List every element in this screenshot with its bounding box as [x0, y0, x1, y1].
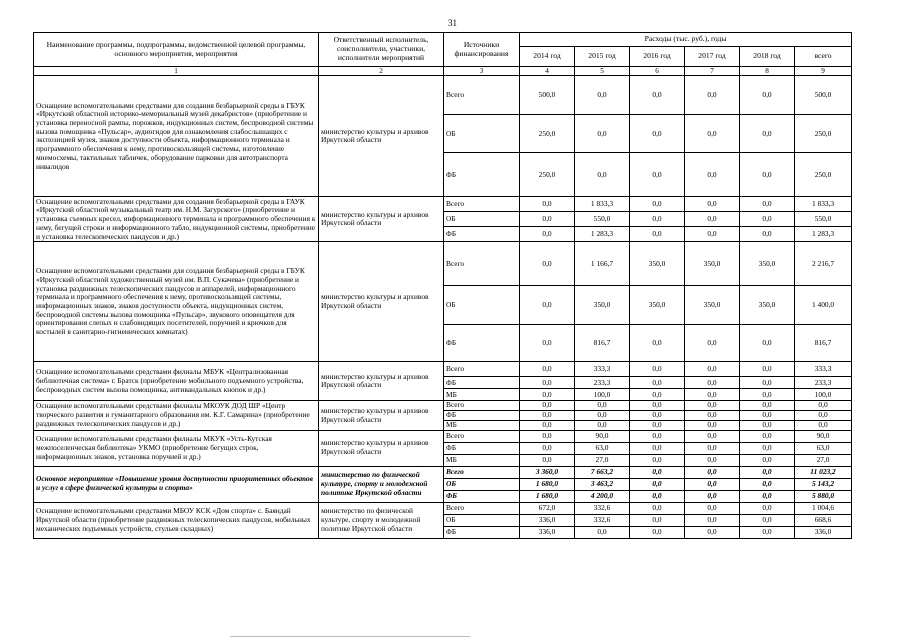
header-expenses: Расходы (тыс. руб.), годы [520, 33, 852, 47]
table-row [34, 362, 852, 377]
index-cell: 2 [319, 67, 444, 76]
year-value: 0,0 [630, 115, 685, 153]
year-value: 0,0 [740, 454, 795, 466]
year-value: 0,0 [685, 362, 740, 377]
year-value: 0,0 [630, 514, 685, 526]
year-value: 0,0 [685, 430, 740, 442]
year-value: 0,0 [685, 227, 740, 242]
year-value: 0,0 [630, 490, 685, 502]
total-value: 233,3 [795, 377, 852, 389]
year-value: 0,0 [685, 514, 740, 526]
header-name: Наименование программы, подпрограммы, ведомственной целевой программы, основного мероприятия, мероприятия [34, 33, 319, 67]
funding-source: Всего [444, 362, 520, 377]
year-value: 816,7 [575, 325, 630, 362]
year-value: 0,0 [520, 212, 575, 227]
measure-description: Оснащение вспомогательными средствами филиалы МБУК «Централизованная библиотечная система» г. Братск (приобретение мобильного подъемного устройства, беспроводных систем вызова помощника, антивандальных кнопок и др.) [34, 362, 319, 401]
year-value: 350,0 [740, 286, 795, 325]
table-row [34, 197, 852, 212]
year-value: 350,0 [630, 242, 685, 286]
total-value: 250,0 [795, 153, 852, 197]
measure-description: Оснащение вспомогательными средствами МБОУ КСК «Дом спорта» с. Баяндай Иркутской области (приобретение раздвижных телескопических пандусов, мобильных механических подъемных устройств, стульев складных) [34, 502, 319, 538]
year-value: 350,0 [575, 286, 630, 325]
funding-source: ФБ [444, 377, 520, 389]
executor: министерство культуры и архивов Иркутской области [319, 401, 444, 430]
year-value: 0,0 [520, 420, 575, 430]
funding-source: ФБ [444, 411, 520, 421]
year-value: 0,0 [685, 115, 740, 153]
year-value: 27,0 [575, 454, 630, 466]
funding-source: ФБ [444, 153, 520, 197]
total-value: 500,0 [795, 76, 852, 115]
header-year: 2016 год [630, 47, 685, 67]
year-value: 0,0 [575, 115, 630, 153]
year-value: 0,0 [630, 420, 685, 430]
year-value: 0,0 [740, 420, 795, 430]
year-value: 0,0 [740, 478, 795, 490]
year-value: 0,0 [630, 411, 685, 421]
year-value: 0,0 [520, 377, 575, 389]
year-value: 0,0 [685, 442, 740, 454]
total-value: 1 400,0 [795, 286, 852, 325]
year-value: 0,0 [630, 153, 685, 197]
year-value: 0,0 [575, 401, 630, 411]
year-value: 0,0 [575, 411, 630, 421]
year-value: 0,0 [685, 197, 740, 212]
year-value: 0,0 [630, 212, 685, 227]
index-cell: 6 [630, 67, 685, 76]
year-value: 0,0 [740, 197, 795, 212]
year-value: 250,0 [520, 153, 575, 197]
year-value: 233,3 [575, 377, 630, 389]
year-value: 0,0 [685, 212, 740, 227]
year-value: 0,0 [520, 325, 575, 362]
total-value: 1 283,3 [795, 227, 852, 242]
year-value: 1 680,0 [520, 490, 575, 502]
year-value: 0,0 [630, 389, 685, 401]
executor: министерство по физической культуре, спорту и молодежной политике Иркутской области [319, 502, 444, 538]
total-value: 0,0 [795, 411, 852, 421]
page-number: 31 [448, 18, 457, 28]
funding-source: ОБ [444, 286, 520, 325]
year-value: 0,0 [520, 454, 575, 466]
header-year: 2017 год [685, 47, 740, 67]
year-value: 0,0 [630, 442, 685, 454]
measure-description: Оснащение вспомогательными средствами филиалы МКОУК ДОД ШР «Центр творческого развития и гуманитарного образования им. К.Г. Самарина» (приобретение раздвижных телескопических пандусов и др.) [34, 401, 319, 430]
year-value: 0,0 [685, 389, 740, 401]
year-value: 0,0 [685, 502, 740, 514]
executor: министерство культуры и архивов Иркутской области [319, 430, 444, 466]
year-value: 0,0 [520, 227, 575, 242]
total-value: 5 143,2 [795, 478, 852, 490]
year-value: 672,0 [520, 502, 575, 514]
divider [230, 636, 470, 637]
year-value: 0,0 [630, 362, 685, 377]
total-value: 5 880,0 [795, 490, 852, 502]
year-value: 1 833,3 [575, 197, 630, 212]
total-value: 333,3 [795, 362, 852, 377]
year-value: 350,0 [630, 286, 685, 325]
measure-description: Оснащение вспомогательными средствами для создания безбарьерной среды в ГБУК «Иркутский областной художественный музей им. В.П. Сукачева» (приобретение и установка раздвижных телескопических пандусов и аппарелей, информационного терминала и программного обеспечения к нему, противоскользящей системы, информационных знаков, знаков доступности объекта, индукционных систем, беспроводной системы вызова помощника «Пульсар», звукового оповещателя для ориентирования слепых и слабовидящих посетителей, поручней и крючков для костылей в санитарно-гигиенических комнатах) [34, 242, 319, 362]
year-value: 332,6 [575, 514, 630, 526]
year-value: 1 283,3 [575, 227, 630, 242]
funding-source: Всего [444, 430, 520, 442]
year-value: 0,0 [630, 526, 685, 538]
funding-source: ОБ [444, 115, 520, 153]
year-value: 0,0 [740, 377, 795, 389]
funding-source: МБ [444, 454, 520, 466]
expenses-table [33, 32, 852, 539]
funding-source: ОБ [444, 212, 520, 227]
year-value: 3 463,2 [575, 478, 630, 490]
year-value: 550,0 [575, 212, 630, 227]
year-value: 0,0 [685, 490, 740, 502]
table-row [34, 242, 852, 286]
year-value: 0,0 [630, 227, 685, 242]
year-value: 0,0 [520, 389, 575, 401]
funding-source: Всего [444, 242, 520, 286]
total-value: 11 023,2 [795, 466, 852, 478]
total-value: 1 004,6 [795, 502, 852, 514]
funding-source: МБ [444, 389, 520, 401]
executor: министерство культуры и архивов Иркутской области [319, 242, 444, 362]
year-value: 0,0 [685, 478, 740, 490]
year-value: 0,0 [520, 442, 575, 454]
header-year: 2018 год [740, 47, 795, 67]
year-value: 0,0 [685, 377, 740, 389]
year-value: 0,0 [630, 76, 685, 115]
year-value: 0,0 [630, 454, 685, 466]
year-value: 0,0 [685, 76, 740, 115]
year-value: 0,0 [630, 325, 685, 362]
year-value: 500,0 [520, 76, 575, 115]
year-value: 0,0 [740, 115, 795, 153]
funding-source: ФБ [444, 490, 520, 502]
total-value: 816,7 [795, 325, 852, 362]
funding-source: ОБ [444, 478, 520, 490]
year-value: 0,0 [740, 362, 795, 377]
year-value: 0,0 [740, 502, 795, 514]
year-value: 0,0 [575, 76, 630, 115]
index-cell: 4 [520, 67, 575, 76]
year-value: 1 166,7 [575, 242, 630, 286]
executor: министерство культуры и архивов Иркутской области [319, 362, 444, 401]
year-value: 0,0 [740, 430, 795, 442]
year-value: 0,0 [520, 401, 575, 411]
header-total: всего [795, 47, 852, 67]
index-cell: 5 [575, 67, 630, 76]
year-value: 0,0 [740, 466, 795, 478]
measure-description: Оснащение вспомогательными средствами филиалы МКУК «Усть-Кутская межпоселенческая библиотека» УКМО (приобретение бегущих строк, информационных знаков, установка поручней и др.) [34, 430, 319, 466]
year-value: 332,6 [575, 502, 630, 514]
index-cell: 8 [740, 67, 795, 76]
year-value: 336,0 [520, 514, 575, 526]
year-value: 0,0 [520, 286, 575, 325]
total-value: 100,0 [795, 389, 852, 401]
year-value: 0,0 [520, 242, 575, 286]
executor: министерство культуры и архивов Иркутской области [319, 197, 444, 242]
total-value: 27,0 [795, 454, 852, 466]
funding-source: ФБ [444, 325, 520, 362]
header-year: 2015 год [575, 47, 630, 67]
funding-source: Всего [444, 76, 520, 115]
year-value: 0,0 [630, 466, 685, 478]
funding-source: Всего [444, 466, 520, 478]
year-value: 0,0 [740, 227, 795, 242]
funding-source: ФБ [444, 442, 520, 454]
year-value: 350,0 [685, 242, 740, 286]
funding-source: Всего [444, 502, 520, 514]
year-value: 7 663,2 [575, 466, 630, 478]
measure-description: Оснащение вспомогательными средствами для создания безбарьерной среды в ГБУК «Иркутский областной историко-мемориальный музей декабристов» (приобретение и установка переносной рампы, порожков, индукционных систем, беспроводной системы вызова помощника «Пульсар», аудиогидов для ознакомления слабослышащих с экспозицией музея, знаков доступности объекта, информационного терминала и программного обеспечения к нему, противоскользящей системы, изготовление мнемосхемы, тактильных табличек, оборудование парковки для автотранспорта инвалидов [34, 76, 319, 197]
table-row [34, 502, 852, 514]
total-value: 336,0 [795, 526, 852, 538]
total-value: 0,0 [795, 401, 852, 411]
year-value: 250,0 [520, 115, 575, 153]
header-executor: Ответственный исполнитель, соисполнители, участники, исполнители мероприятий [319, 33, 444, 67]
year-value: 4 200,0 [575, 490, 630, 502]
year-value: 63,0 [575, 442, 630, 454]
year-value: 350,0 [740, 242, 795, 286]
year-value: 0,0 [575, 526, 630, 538]
year-value: 0,0 [740, 153, 795, 197]
year-value: 0,0 [630, 401, 685, 411]
index-cell: 9 [795, 67, 852, 76]
total-value: 90,0 [795, 430, 852, 442]
executor: министерство культуры и архивов Иркутской области [319, 76, 444, 197]
year-value: 0,0 [740, 389, 795, 401]
year-value: 0,0 [520, 430, 575, 442]
year-value: 0,0 [685, 153, 740, 197]
year-value: 0,0 [740, 514, 795, 526]
total-value: 1 833,3 [795, 197, 852, 212]
year-value: 333,3 [575, 362, 630, 377]
year-value: 90,0 [575, 430, 630, 442]
table-row [34, 466, 852, 478]
year-value: 0,0 [685, 420, 740, 430]
measure-description: Оснащение вспомогательными средствами для создания безбарьерной среды в ГАУК «Иркутский областной музыкальный театр им. Н.М. Загурского» (приобретение и установка съемных кресел, информационного терминала и программного обеспечения к нему, бегущей строки и информационного табло, индукционной системы, приобретение и установка телескопических пандусов и др.) [34, 197, 319, 242]
table-row [34, 401, 852, 411]
header-source: Источники финансирования [444, 33, 520, 67]
index-cell: 7 [685, 67, 740, 76]
total-value: 550,0 [795, 212, 852, 227]
header-year: 2014 год [520, 47, 575, 67]
year-value: 0,0 [740, 212, 795, 227]
year-value: 350,0 [685, 286, 740, 325]
funding-source: ФБ [444, 526, 520, 538]
year-value: 0,0 [575, 420, 630, 430]
total-value: 250,0 [795, 115, 852, 153]
executor: министерство по физической культуре, спорту и молодежной политике Иркутской области [319, 466, 444, 502]
year-value: 1 680,0 [520, 478, 575, 490]
year-value: 0,0 [685, 466, 740, 478]
year-value: 0,0 [740, 411, 795, 421]
year-value: 100,0 [575, 389, 630, 401]
year-value: 0,0 [685, 401, 740, 411]
year-value: 0,0 [740, 442, 795, 454]
year-value: 0,0 [520, 411, 575, 421]
total-value: 0,0 [795, 420, 852, 430]
year-value: 0,0 [685, 526, 740, 538]
year-value: 0,0 [630, 478, 685, 490]
total-value: 668,6 [795, 514, 852, 526]
year-value: 0,0 [740, 526, 795, 538]
year-value: 0,0 [685, 411, 740, 421]
table-row [34, 430, 852, 442]
year-value: 0,0 [685, 325, 740, 362]
year-value: 0,0 [630, 430, 685, 442]
funding-source: МБ [444, 420, 520, 430]
funding-source: Всего [444, 401, 520, 411]
year-value: 0,0 [740, 401, 795, 411]
year-value: 0,0 [740, 325, 795, 362]
year-value: 0,0 [630, 377, 685, 389]
year-value: 0,0 [520, 362, 575, 377]
funding-source: ФБ [444, 227, 520, 242]
year-value: 0,0 [630, 197, 685, 212]
year-value: 3 360,0 [520, 466, 575, 478]
table-body [34, 76, 852, 538]
funding-source: Всего [444, 197, 520, 212]
table-row [34, 76, 852, 115]
funding-source: ОБ [444, 514, 520, 526]
index-cell: 3 [444, 67, 520, 76]
year-value: 336,0 [520, 526, 575, 538]
year-value: 0,0 [630, 502, 685, 514]
total-value: 63,0 [795, 442, 852, 454]
year-value: 0,0 [740, 76, 795, 115]
year-value: 0,0 [575, 153, 630, 197]
measure-description: Основное мероприятие «Повышение уровня доступности приоритетных объектов и услуг в сфере физической культуры и спорта» [34, 466, 319, 502]
total-value: 2 216,7 [795, 242, 852, 286]
year-value: 0,0 [685, 454, 740, 466]
year-value: 0,0 [520, 197, 575, 212]
index-cell: 1 [34, 67, 319, 76]
year-value: 0,0 [740, 490, 795, 502]
